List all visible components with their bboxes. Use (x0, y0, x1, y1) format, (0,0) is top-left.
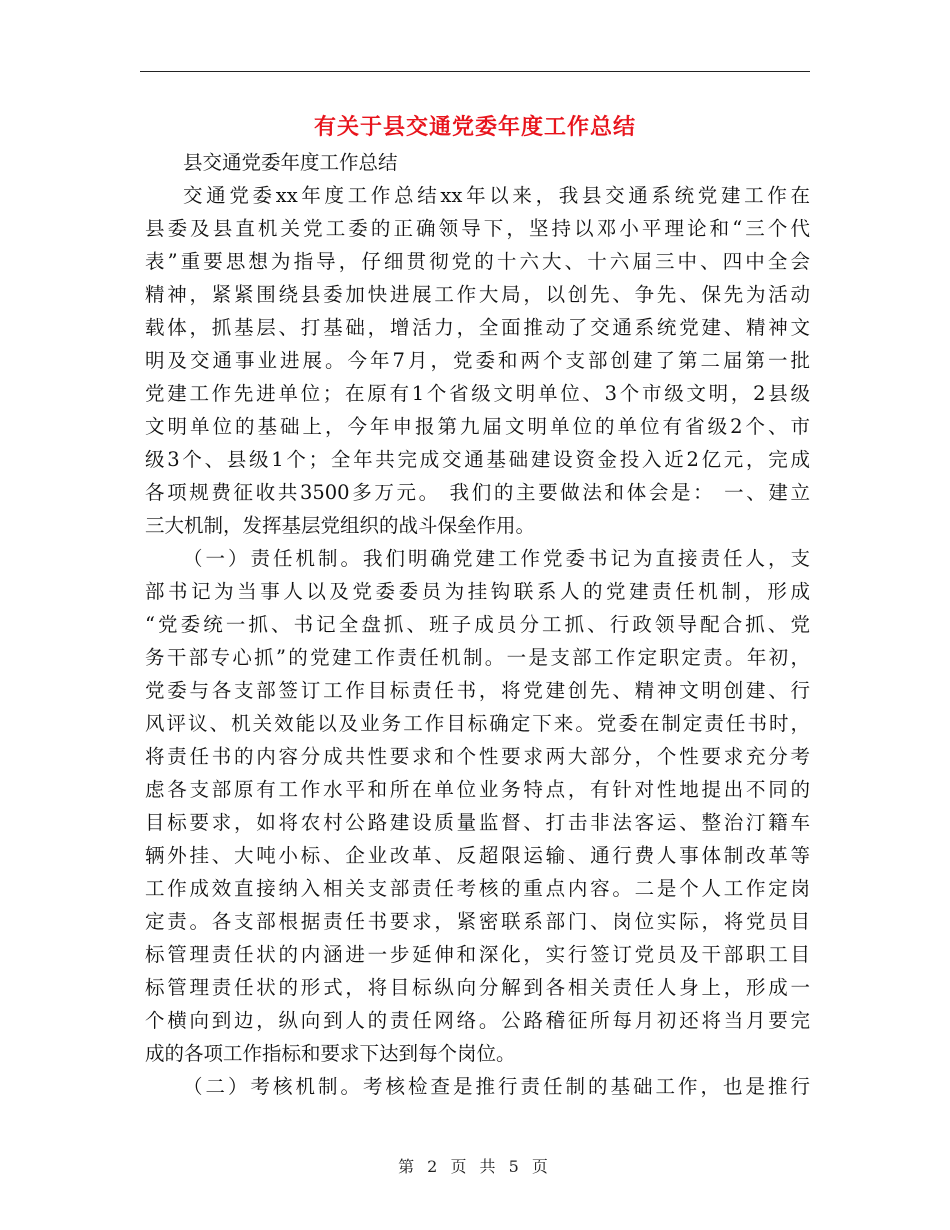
body-line: 精神，紧紧围绕县委加快进展工作大局，以创先、争先、保先为活动 (145, 283, 810, 306)
body-line: 交通党委xx年度工作总结xx年以来，我县交通系统党建工作在 (183, 184, 810, 207)
body-line: 风评议、机关效能以及业务工作目标确定下来。党委在制定责任书时， (145, 712, 810, 735)
body-line: 明及交通事业进展。今年7月，党委和两个支部创建了第二届第一批 (145, 349, 810, 372)
body-line: 将责任书的内容分成共性要求和个性要求两大部分，个性要求充分考 (145, 745, 810, 768)
page-number: 第 2 页 共 5 页 (398, 1157, 552, 1176)
header-rule (140, 71, 810, 72)
body-line: （二）考核机制。考核检查是推行责任制的基础工作，也是推行 (183, 1075, 810, 1098)
body-line: 定责。各支部根据责任书要求，紧密联系部门、岗位实际，将党员目 (145, 910, 810, 933)
body-line: 标管理责任状的内涵进一步延伸和深化，实行签订党员及干部职工目 (145, 943, 810, 966)
body-line: 个横向到边，纵向到人的责任网络。公路稽征所每月初还将当月要完 (145, 1009, 810, 1032)
body-line: 各项规费征收共3500多万元。 我们的主要做法和体会是： 一、建立 (145, 481, 810, 504)
document-body (145, 146, 810, 1103)
page-title: 有关于县交通党委年度工作总结 (313, 115, 636, 140)
body-line: 工作成效直接纳入相关支部责任考核的重点内容。二是个人工作定岗 (145, 877, 810, 900)
body-line: 党建工作先进单位；在原有1个省级文明单位、3个市级文明，2县级 (145, 382, 810, 405)
body-line: 标管理责任状的形式，将目标纵向分解到各相关责任人身上，形成一 (145, 976, 810, 999)
body-line: 县交通党委年度工作总结 (183, 151, 398, 174)
body-line: 部书记为当事人以及党委委员为挂钩联系人的党建责任机制，形成 (145, 580, 810, 603)
body-line: 级3个、县级1个；全年共完成交通基础建设资金投入近2亿元，完成 (145, 448, 810, 471)
body-line: 务干部专心抓”的党建工作责任机制。一是支部工作定职定责。年初， (145, 646, 810, 669)
body-line: 文明单位的基础上，今年申报第九届文明单位的单位有省级2个、市 (145, 415, 810, 438)
body-line: 党委与各支部签订工作目标责任书，将党建创先、精神文明创建、行 (145, 679, 810, 702)
body-line: 目标要求，如将农村公路建设质量监督、打击非法客运、整治汀籍车 (145, 811, 810, 834)
body-line: 成的各项工作指标和要求下达到每个岗位。 (145, 1042, 516, 1065)
body-line: 辆外挂、大吨小标、企业改革、反超限运输、通行费人事体制改革等 (145, 844, 810, 867)
body-line: （一）责任机制。我们明确党建工作党委书记为直接责任人，支 (183, 547, 810, 570)
body-line: 虑各支部原有工作水平和所在单位业务特点，有针对性地提出不同的 (145, 778, 810, 801)
body-line: 三大机制，发挥基层党组织的战斗保垒作用。 (145, 514, 536, 537)
body-line: 县委及县直机关党工委的正确领导下，坚持以邓小平理论和“三个代 (145, 217, 810, 240)
body-line: “党委统一抓、书记全盘抓、班子成员分工抓、行政领导配合抓、党 (145, 613, 810, 636)
body-line: 表”重要思想为指导，仔细贯彻党的十六大、十六届三中、四中全会 (145, 250, 810, 273)
body-line: 载体，抓基层、打基础，增活力，全面推动了交通系统党建、精神文 (145, 316, 810, 339)
